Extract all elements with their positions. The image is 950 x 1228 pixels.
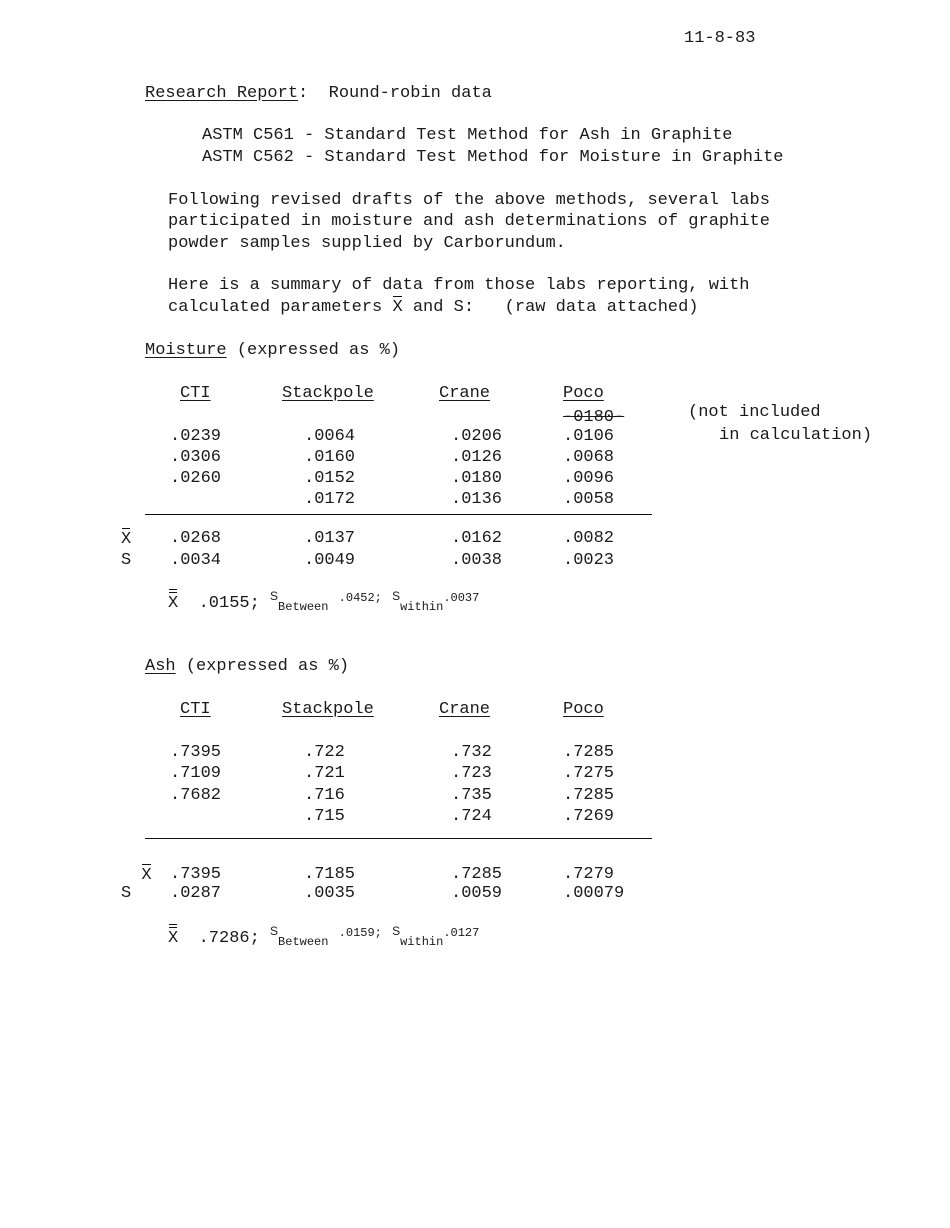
mean-cell: .7285	[451, 865, 503, 884]
cell: .0306	[170, 448, 222, 467]
grand-mean-symbol: X	[168, 594, 179, 613]
cell: .715	[304, 807, 345, 826]
heading-colon: :	[298, 84, 309, 103]
moisture-header-cti: CTI	[180, 384, 211, 403]
s-between-symbol: S	[270, 589, 279, 603]
mean-cell: .0137	[304, 529, 356, 548]
s-within-label: within	[400, 600, 444, 614]
intro-line: Following revised drafts of the above methods, several labs	[168, 191, 770, 210]
s-between-value: .0159;	[338, 926, 382, 940]
excluded-note: (not included	[688, 403, 821, 422]
cell: .7109	[170, 764, 222, 783]
cell: .7682	[170, 786, 222, 805]
ash-grand-stats	[168, 925, 479, 948]
s-within-value: .0037	[443, 591, 480, 605]
summary-line	[168, 299, 699, 316]
mean-row-label: X	[121, 530, 132, 549]
cell: .0106	[563, 427, 615, 446]
cell: .7275	[563, 764, 615, 783]
cell: .0064	[304, 427, 356, 446]
mean-cell: .7395	[170, 865, 222, 884]
moisture-title-label: Moisture	[145, 341, 227, 360]
mean-cell: .0082	[563, 529, 615, 548]
summary-line: Here is a summary of data from those labs reporting, with	[168, 276, 750, 295]
moisture-title	[145, 342, 400, 359]
cell: .722	[304, 743, 345, 762]
cell: .7395	[170, 743, 222, 762]
method-line: ASTM C561 - Standard Test Method for Ash in Graphite	[202, 126, 733, 145]
mean-cell: .7279	[563, 865, 615, 884]
grand-mean-symbol: X	[168, 929, 179, 948]
report-heading-label: Research Report	[145, 84, 299, 103]
mean-cell: .7185	[304, 865, 356, 884]
excluded-note: in calculation)	[719, 426, 873, 445]
cell: .0172	[304, 490, 356, 509]
sd-cell: .0287	[170, 884, 222, 903]
sd-cell: .0049	[304, 551, 356, 570]
cell: .732	[451, 743, 492, 762]
ash-header-poco: Poco	[563, 700, 604, 719]
table-divider	[145, 514, 652, 515]
report-heading-title: Round-robin data	[328, 84, 492, 103]
report-heading	[145, 85, 492, 102]
cell: .0096	[563, 469, 615, 488]
cell: .0058	[563, 490, 615, 509]
grand-mean-value: .0155;	[198, 594, 260, 613]
cell: .0260	[170, 469, 222, 488]
moisture-excluded-value: -0180-	[563, 408, 625, 427]
s-within-symbol: S	[392, 924, 401, 938]
intro-line: powder samples supplied by Carborundum.	[168, 234, 566, 253]
s-within-value: .0127	[443, 926, 480, 940]
s-between-symbol: S	[270, 924, 279, 938]
sd-cell: .0038	[451, 551, 503, 570]
moisture-header-poco: Poco	[563, 384, 604, 403]
ash-header-crane: Crane	[439, 700, 491, 719]
cell: .0206	[451, 427, 503, 446]
sd-cell: .0034	[170, 551, 222, 570]
cell: .0126	[451, 448, 503, 467]
moisture-header-stackpole: Stackpole	[282, 384, 374, 403]
moisture-grand-stats	[168, 590, 479, 613]
summary-text: calculated parameters	[168, 298, 383, 317]
cell: .0136	[451, 490, 503, 509]
ash-title	[145, 658, 349, 675]
sd-row-label: S	[121, 551, 132, 570]
s-between-label: Between	[278, 935, 329, 949]
grand-mean-value: .7286;	[198, 929, 260, 948]
s-within-label: within	[400, 935, 444, 949]
sd-row-label: S	[121, 884, 132, 903]
cell: .0152	[304, 469, 356, 488]
document-date: 11-8-83	[684, 29, 756, 48]
cell: .735	[451, 786, 492, 805]
ash-header-cti: CTI	[180, 700, 211, 719]
cell: .724	[451, 807, 492, 826]
s-between-value: .0452;	[338, 591, 382, 605]
cell: .723	[451, 764, 492, 783]
cell: .7285	[563, 743, 615, 762]
ash-title-label: Ash	[145, 657, 176, 676]
cell: .0160	[304, 448, 356, 467]
sd-cell: .00079	[563, 884, 625, 903]
cell: .0068	[563, 448, 615, 467]
sd-cell: .0059	[451, 884, 503, 903]
sd-cell: .0023	[563, 551, 615, 570]
s-within-symbol: S	[392, 589, 401, 603]
s-between-label: Between	[278, 600, 329, 614]
summary-text: and S: (raw data attached)	[412, 298, 699, 317]
ash-header-stackpole: Stackpole	[282, 700, 374, 719]
method-line: ASTM C562 - Standard Test Method for Moisture in Graphite	[202, 148, 784, 167]
moisture-header-crane: Crane	[439, 384, 491, 403]
table-divider	[145, 838, 652, 839]
mean-row-label: X	[141, 866, 152, 885]
moisture-subtitle: (expressed as %)	[236, 341, 401, 360]
mean-cell: .0162	[451, 529, 503, 548]
ash-subtitle: (expressed as %)	[185, 657, 350, 676]
intro-line: participated in moisture and ash determinations of graphite	[168, 212, 770, 231]
cell: .0239	[170, 427, 222, 446]
sd-cell: .0035	[304, 884, 356, 903]
mean-cell: .0268	[170, 529, 222, 548]
cell: .0180	[451, 469, 503, 488]
cell: .721	[304, 764, 345, 783]
cell: .7285	[563, 786, 615, 805]
x-bar-symbol: X	[392, 298, 403, 317]
cell: .7269	[563, 807, 615, 826]
cell: .716	[304, 786, 345, 805]
